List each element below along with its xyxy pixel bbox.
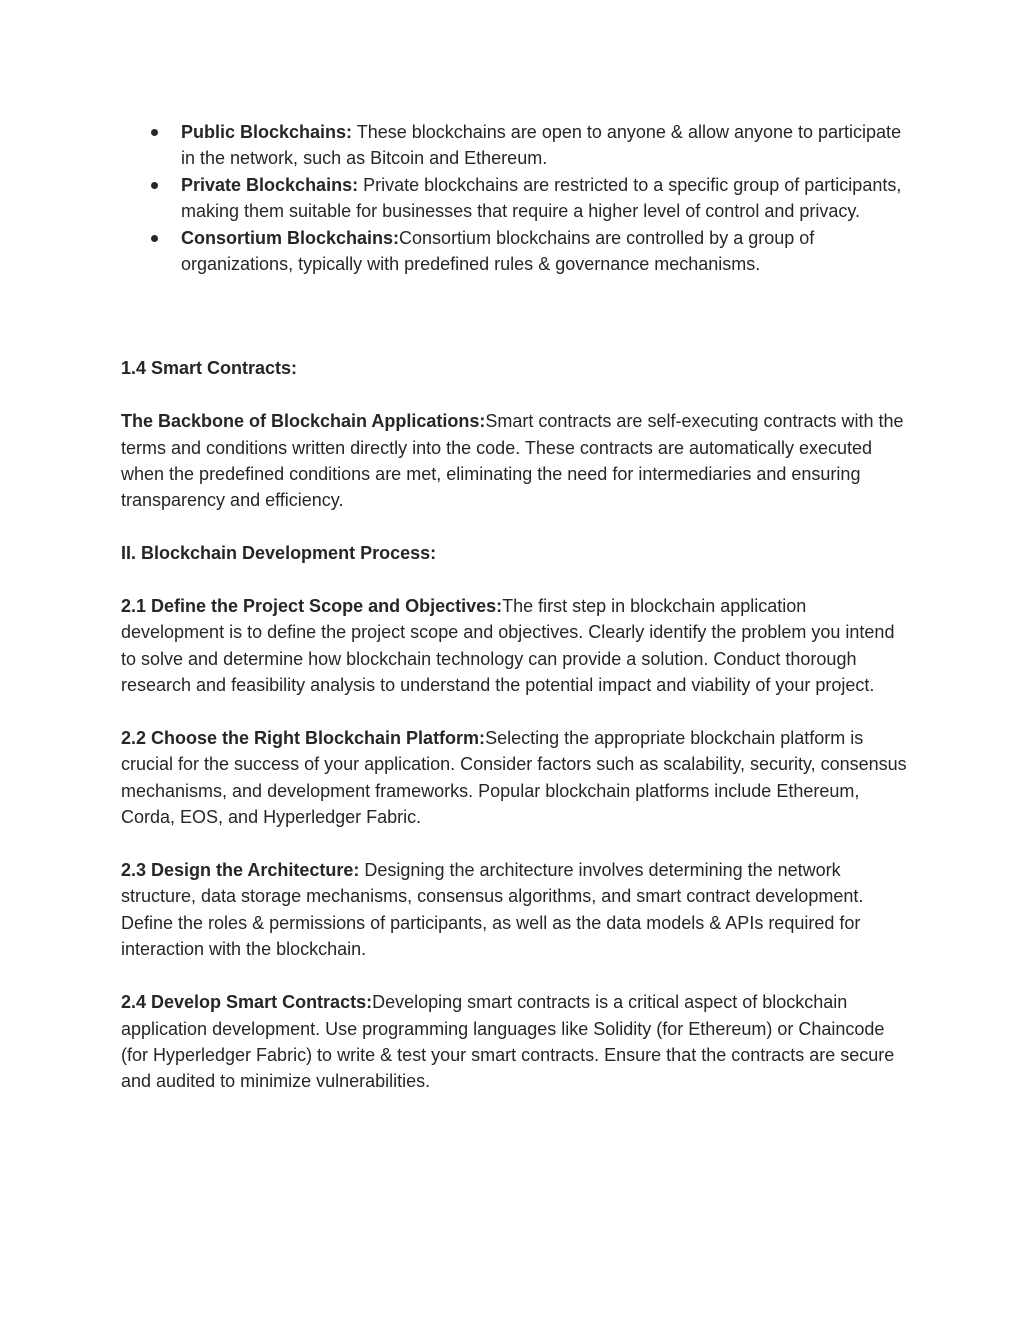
- paragraph-smart-contracts: [121, 408, 911, 514]
- list-item-term: Public Blockchains:: [181, 122, 353, 142]
- list-item-text: Consortium blockchains are controlled by a group of organizations, typically with predefined rules & governance mechanisms.: [181, 227, 815, 275]
- list-item-term: Private Blockchains:: [181, 174, 359, 195]
- paragraph-choose-platform: [121, 725, 911, 831]
- paragraph-text: Selecting the appropriate blockchain platform is crucial for the success of your application. Consider factors such as scalability, security, consensus mechanisms, and development frameworks. Popular blockchain platforms include Ethereum, Corda, EOS, and Hyperledger Fabric.: [121, 728, 907, 828]
- section-heading-development-process: II. Blockchain Development Process:: [121, 543, 437, 564]
- paragraph-term: 2.3 Design the Architecture:: [121, 860, 360, 881]
- list-item-text: These blockchains are open to anyone & allow anyone to participate in the network, such as Bitcoin and Ethereum.: [181, 122, 902, 169]
- list-item-term: Consortium Blockchains:: [181, 227, 400, 248]
- list-item-text: Private blockchains are restricted to a specific group of participants, making them suitable for businesses that require a higher level of control and privacy.: [181, 174, 902, 222]
- paragraph-text: Designing the architecture involves determining the network structure, data storage mechanisms, consensus algorithms, and smart contract development. Define the roles & permissions of participants, as well as the data models & APIs required for interaction with the blockchain.: [121, 860, 864, 960]
- list-item-consortium: [181, 225, 911, 278]
- bullet-icon: [151, 235, 158, 242]
- bullet-icon: [151, 182, 158, 189]
- paragraph-term: The Backbone of Blockchain Applications:: [121, 411, 486, 432]
- list-item-private: [181, 172, 911, 225]
- paragraph-term: 2.4 Develop Smart Contracts:: [121, 992, 373, 1013]
- paragraph-text: Smart contracts are self-executing contracts with the terms and conditions written directly into the code. These contracts are automatically executed when the predefined conditions are met, eliminating the need for intermediaries and ensuring transparency and efficiency.: [121, 411, 904, 511]
- paragraph-text: Developing smart contracts is a critical aspect of blockchain application development. Use programming languages like Solidity (for Ethereum) or Chaincode (for Hyperledger Fabric) to write & test your smart contracts. Ensure that the contracts are secure and audited to minimize vulnerabilities.: [121, 992, 895, 1092]
- list-item-public: [181, 119, 911, 172]
- paragraph-design-architecture: [121, 857, 911, 963]
- paragraph-text: The first step in blockchain application development is to define the project scope and objectives. Clearly identify the problem you intend to solve and determine how blockchain technology can provide a solution. Conduct thorough research and feasibility analysis to understand the potential impact and viability of your project.: [121, 596, 895, 696]
- section-heading-smart-contracts: 1.4 Smart Contracts:: [121, 358, 298, 379]
- document-page: [121, 119, 911, 1095]
- paragraph-term: 2.1 Define the Project Scope and Objectives:: [121, 596, 503, 617]
- blockchain-types-list: [121, 119, 911, 277]
- paragraph-define-scope: [121, 593, 911, 699]
- bullet-icon: [151, 129, 158, 136]
- paragraph-develop-contracts: [121, 989, 911, 1095]
- paragraph-term: 2.2 Choose the Right Blockchain Platform:: [121, 728, 486, 749]
